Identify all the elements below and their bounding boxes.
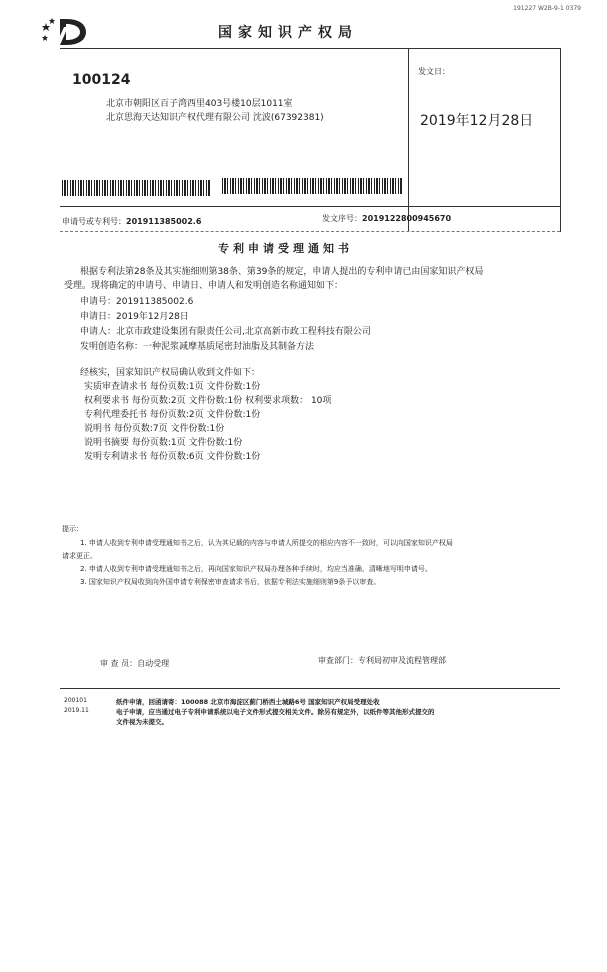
address-line-1: 北京市朝阳区百子湾西里403号楼10层1011室 [106,99,293,109]
dispatch-number-value: 2019122800945670 [362,214,452,223]
notice-intro-2: 受理。现将确定的申请号、申请日、申请人和发明创造名称通知如下： [64,281,344,291]
dispatch-date-label: 发文日： [418,67,450,76]
application-number-field [62,216,201,227]
ids-bottom-rule [60,231,560,232]
application-number-line: 申请号：201911385002.6 [80,297,194,307]
cnipa-logo-icon [42,15,90,49]
document-item: 权利要求书 每份页数:2页 文件份数:1份 权利要求项数： 10项 [84,396,332,406]
invention-name-line: 发明创造名称：一种泥浆减摩基质尾密封油脂及其制备方法 [80,342,315,352]
footer-line-1: 纸件申请，回函请寄：100088 北京市海淀区蓟门桥西土城路6号 国家知识产权局受理处收 [116,698,380,706]
postcode: 100124 [72,72,131,88]
document-item: 说明书 每份页数:7页 文件份数:1份 [84,424,225,434]
vertical-divider [408,48,409,232]
dispatch-date: 2019年12月28日 [420,113,534,129]
footer-line-2: 电子申请，应当通过电子专利申请系统以电子文件形式提交相关文件。除另有规定外，以纸件等其他形式提交的 [116,708,435,716]
dispatch-number-field [322,213,451,224]
barcode-right [222,178,402,194]
address-line-2: 北京思海天达知识产权代理有限公司 沈波(67392381) [106,113,324,123]
tip-item: 请求更正。 [62,552,97,560]
notice-title: 专利申请受理通知书 [218,242,353,255]
review-department: 审查部门：专利局初审及流程管理部 [318,656,446,665]
documents-heading: 经核实，国家知识产权局确认收到文件如下： [80,368,261,378]
document-item: 说明书摘要 每份页数:1页 文件份数:1份 [84,438,243,448]
tip-item: 2. 申请人收到专利申请受理通知书之后，再向国家知识产权局办理各种手续时，均应当准确、清晰地写明申请号。 [80,565,432,573]
application-number-label: 申请号或专利号： [62,217,126,226]
barcode-left [62,180,210,196]
application-number-value: 201911385002.6 [126,217,202,226]
ids-top-rule [60,206,560,207]
tips-label: 提示： [62,525,83,533]
office-name: 国家知识产权局 [218,25,358,41]
footer-line-3: 文件视为未提交。 [116,718,168,726]
application-date-line: 申请日：2019年12月28日 [80,312,189,322]
notice-intro-1: 根据专利法第28条及其实施细则第38条、第39条的规定，申请人提出的专利申请已由国家知识产权局 [80,267,484,277]
footer-code: 200101 [64,697,87,704]
document-item: 专利代理委托书 每份页数:2页 文件份数:1份 [84,410,261,420]
footer-rule [60,688,560,689]
serial-number: 191227 W2B-9-1 0379 [513,5,581,12]
dispatch-number-label: 发文序号： [322,214,362,223]
tip-item: 3. 国家知识产权局收到向外国申请专利保密审查请求书后，依据专利法实施细则第9条予以审查。 [80,578,381,586]
document-item: 实质审查请求书 每份页数:1页 文件份数:1份 [84,382,261,392]
top-rule [60,48,560,49]
footer-date: 2019.11 [64,707,89,714]
tip-item: 1. 申请人收到专利申请受理通知书之后，认为其记载的内容与申请人所提交的相应内容不一致时，可以向国家知识产权局 [80,539,453,547]
applicant-line: 申请人：北京市政建设集团有限责任公司,北京高新市政工程科技有限公司 [80,327,371,337]
document-item: 发明专利请求书 每份页数:6页 文件份数:1份 [84,452,261,462]
right-border [560,48,561,232]
reviewer: 审 查 员：自动受理 [100,659,170,668]
